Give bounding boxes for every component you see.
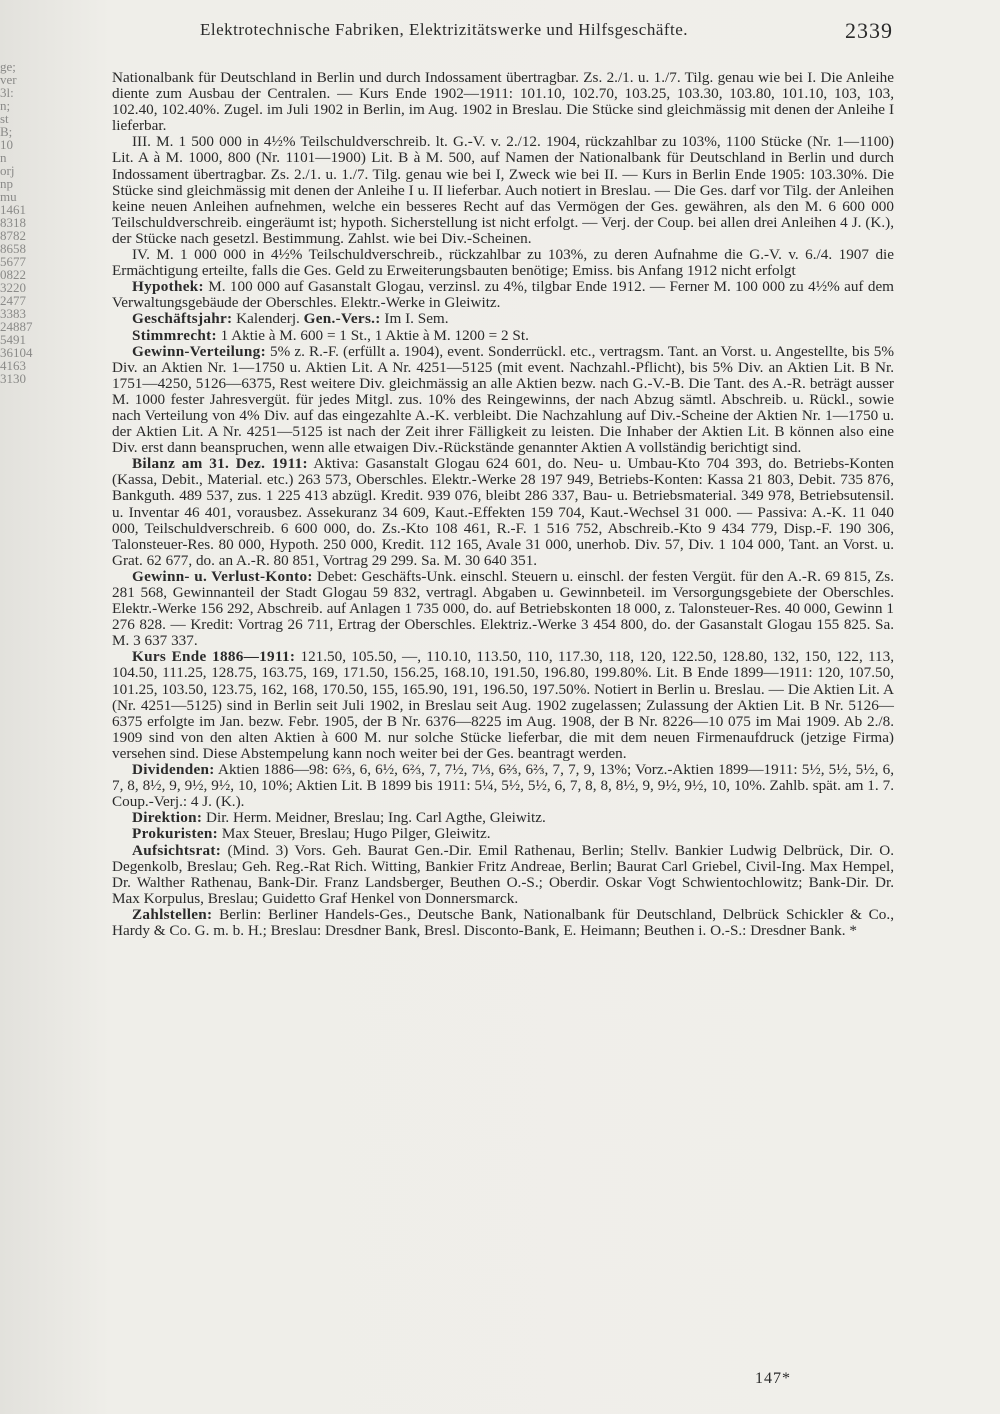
margin-fragment: 3130 (0, 371, 26, 386)
paragraph-text: 1 Aktie à M. 600 = 1 St., 1 Aktie à M. 1200 = 2 St. (216, 326, 529, 344)
margin-fragment: B; (0, 124, 13, 139)
paragraph-text: Aktien 1886—98: 6⅔, 6, 6½, 6⅔, 7, 7½, 7⅓, 6⅔, 6⅔, 7, 7, 9, 13%; Vorz.-Aktien 1899—1911: 5½, 5½, 5½, 6, 7, 8, 8½, 9, 9½, 9½, 10, 10%; Aktien Lit. B 1899 bis 1911: 5¼, 5½, 5½, 6, 7, 8, 8, 8½, 9, 9½, 9½, 10, 10%. Zahlb. spät. am 1. 7. Coup.-Verj.: 4 J. (K.). (112, 761, 894, 811)
header-title: Elektrotechnische Fabriken, Elektrizitätswerke und Hilfsgeschäfte. (200, 20, 689, 39)
page-number: 2339 (845, 18, 893, 43)
paragraph-text: 121.50, 105.50, —, 110.10, 113.50, 110, 117.30, 118, 120, 122.50, 128.80, 132, 150, 122, 113, 104.50, 111.25, 128.75, 163.75, 169, 171.50, 156.25, 168.10, 191.50, 196.80, 199.80%. Lit. B Ende 1899—1911: 120, 107.50, 101.25, 103.50, 123.75, 162, 168, 170.50, 155, 165.90, 191, 196.50, 197.50%. Notiert in Berlin u. Breslau. — Die Aktien Lit. A (Nr. 4251—5125) sind in Berlin seit Juli 1902, in Breslau seit Aug. 1902 zugelassen; Zulassung der Aktien Lit. B Nr. 5126—6375 erfolgte im Jan. bezw. Febr. 1905, der B Nr. 6376—8225 im Aug. 1908, der B Nr. 8226—10 075 im Mai 1909. Ab 2./8. 1909 sind von den alten Aktien à 600 M. nur solche Stücke lieferbar, die mit dem neuen Firmenaufdruck (jetzige Firma) versehen sind. Diese Abstempelung kann noch weiter bei der Ges. beantragt werden. (112, 648, 894, 762)
paragraph (112, 456, 894, 569)
paragraph-text: Kalenderj. (232, 310, 304, 328)
adjacent-page-margin (0, 60, 62, 1380)
paragraph-label: Gewinn-Verteilung: (132, 342, 266, 360)
paragraph (112, 134, 894, 247)
paragraph (112, 826, 894, 842)
margin-fragment: 10 (0, 137, 13, 152)
paragraph (112, 569, 894, 649)
paragraph-text: Max Steuer, Breslau; Hugo Pilger, Gleiwitz. (218, 825, 491, 843)
margin-fragment: 24887 (0, 319, 33, 334)
paragraph-text: III. M. 1 500 000 in 4½% Teilschuldverschreib. lt. G.-V. v. 2./12. 1904, rückzahlbar zu 103%, 1100 Stücke (Nr. 1—1100) Lit. A à M. 1000, 800 (Nr. 1101—1900) Lit. B à M. 500, auf Namen der Nationalbank für Deutschland in Berlin und durch Indossament übertragbar. Zs. 2./1. u. 1./7. Tilg. genau wie bei I, Zweck wie bei II. — Kurs in Berlin Ende 1905: 103.30%. Die Stücke sind gleichmässig mit denen der Anleihe I u. II lieferbar. Auch notiert in Breslau. — Die Ges. darf vor Tilg. der Anleihen keine neuen Anleihen aufnehmen, welche ein besseres Recht auf das Vermögen der Ges. gewähren, als den M. 6 600 000 Teilschuldverschreib. eingeräumt ist; hypoth. Sicherstellung ist nicht erfolgt. — Verj. der Coup. bei allen drei Anleihen 4 J. (K.), der Stücke nach gesetzl. Bestimmung. Zahlst. wie bei Div.-Scheinen. (112, 133, 894, 247)
paragraph (112, 762, 894, 810)
margin-fragment: mu (0, 189, 17, 204)
paragraph-label: Direktion: (132, 809, 203, 827)
paragraph-label: Hypothek: (132, 278, 204, 296)
paragraph-label: Bilanz am 31. Dez. 1911: (132, 455, 308, 473)
paragraph-label: Aufsichtsrat: (132, 841, 222, 859)
paragraph-text: Aktiva: Gasanstalt Glogau 624 601, do. Neu- u. Umbau-Kto 704 393, do. Betriebs-Konten (Kassa, Debit., Material. etc.) 263 573, Oberschles. Elektr.-Werke 28 197 949, Betriebs-Konten: Kassa 21 803, Debit. 735 876, Bankguth. 489 537, zus. 1 225 413 abzügl. Kredit. 939 076, bleibt 286 337, Bau- u. Betriebsmaterial. 349 978, Betriebsutensil. u. Inventar 46 401, vorausbez. Assekuranz 34 609, Kaut.-Effekten 159 704, Kaut.-Wechsel 31 000. — Passiva: A.-K. 11 040 000, Teilschuldverschreib. 6 600 000, do. Zs.-Kto 108 461, R.-F. 1 516 752, Abschreib.-Kto 9 434 779, Disp.-F. 190 306, Talonsteuer-Res. 80 000, Hypoth. 250 000, Kredit. 112 165, Avale 31 000, unerhob. Div. 57, Div. 1 104 000, Tant. an Vorst. u. Grat. 62 677, do. an A.-R. 80 851, Vortrag 29 299. Sa. M. 30 640 351. (112, 455, 894, 569)
paragraph-text: 5% z. R.-F. (erfüllt a. 1904), event. Sonderrückl. etc., vertragsm. Tant. an Vorst. u. Angestellte, bis 5% Div. an Aktien Nr. 1—1750 u. Aktien Lit. A Nr. 4251—5125 (mit event. Nachzahl.-Pflicht), bis 5% Div. an Aktien Lit. B Nr. 1751—4250, 5126—6375, Rest weitere Div. gleichmässig an alle Aktien bezw. nach G.-V.-B. Die Tant. des A.-R. beträgt ausser M. 1000 fester Jahresvergüt. für jedes Mitgl. zus. 10% des Reingewinns, der nach Abzug sämtl. Abschreib. u. Rückl., sowie nach Verteilung von 4% Div. auf das eingezahlte A.-K. verbleibt. Die Nachzahlung auf Div.-Scheine der Aktien Nr. 1—1750 u. der Aktien Lit. A Nr. 4251—5125 ist nach der Zeit ihrer Fälligkeit zu leisten. Die Inhaber der Aktien Lit. B können also eine Div. erst dann beanspruchen, wenn alle etwaigen Div.-Rückstände genannter Aktien A vollständig berichtigt sind. (112, 342, 894, 457)
margin-fragment: ver (0, 72, 17, 87)
margin-fragment: orj (0, 163, 15, 178)
paragraph-label: Zahlstellen: (132, 905, 213, 923)
paragraph-text: (Mind. 3) Vors. Geh. Baurat Gen.-Dir. Emil Rathenau, Berlin; Stellv. Bankier Ludwig Delbrück, Dir. O. Degenkolb, Breslau; Geh. Reg.-Rat Rich. Witting, Bankier Fritz Andreae, Berlin; Baurat Carl Griebel, Civil-Ing. Max Hempel, Dr. Walther Rathenau, Bank-Dir. Franz Landsberger, Beuthen O.-S.; Oberdir. Oskar Vogt Schwientochlowitz; Bank-Dir. Dr. Max Korpulus, Breslau; Guidetto Graf Henkel von Donnersmarck. (112, 841, 894, 907)
paragraph-text: Dir. Herm. Meidner, Breslau; Ing. Carl Agthe, Gleiwitz. (202, 809, 546, 827)
paragraph-label: Geschäftsjahr: (132, 310, 233, 328)
margin-fragment: 5491 (0, 332, 26, 347)
margin-fragment: 8318 (0, 215, 26, 230)
paragraph-label: Prokuristen: (132, 825, 219, 843)
paragraph-text: Nationalbank für Deutschland in Berlin und durch Indossament übertragbar. Zs. 2./1. u. 1./7. Tilg. genau wie bei I. Die Anleihe diente zum Ausbau der Centralen. — Kurs Ende 1902—1911: 101.10, 102.70, 103.25, 103.30, 103.80, 101.10, 103, 103, 102.40, 102.40%. Zugel. im Juli 1902 in Berlin, im Aug. 1902 in Breslau. Die Stücke sind gleichmässig mit denen der Anleihe I lieferbar. (112, 69, 894, 135)
paragraph-text: IV. M. 1 000 000 in 4½% Teilschuldverschreib., rückzahlbar zu 103%, zu deren Aufnahme die G.-V. v. 6./4. 1907 die Ermächtigung erteilte, falls die Ges. Geld zu Erweiterungsbauten benötige; Emiss. bis Anfang 1912 nicht erfolgt (112, 246, 894, 280)
paragraph-text: M. 100 000 auf Gasanstalt Glogau, verzinsl. zu 4%, tilgbar Ende 1912. — Ferner M. 100 000 zu 4½% auf dem Verwaltungsgebäude der Oberschles. Elektr.-Werke in Gleiwitz. (112, 278, 894, 312)
paragraph-label: Gen.-Vers.: (303, 310, 381, 328)
paragraph (112, 810, 894, 826)
document-body (112, 70, 894, 939)
paragraph (112, 247, 894, 279)
margin-fragment: 3383 (0, 306, 26, 321)
margin-fragment: 4163 (0, 358, 26, 373)
margin-fragment: n; (0, 98, 11, 113)
margin-fragment: 5677 (0, 254, 26, 269)
paragraph (112, 279, 894, 311)
paragraph (112, 344, 894, 457)
margin-fragment: 36104 (0, 345, 33, 360)
margin-fragment: 3220 (0, 280, 26, 295)
paragraph-label: Kurs Ende 1886—1911: (132, 648, 296, 666)
paragraph (112, 843, 894, 907)
paragraph (112, 649, 894, 762)
paragraph-label: Gewinn- u. Verlust-Konto: (132, 567, 313, 585)
paragraph-text: Debet: Geschäfts-Unk. einschl. Steuern u. einschl. der festen Vergüt. für den A.-R. 69 815, Zs. 281 568, Gewinnanteil der Stadt Glogau 59 832, vertragl. Abgaben u. Gewinnbeteil. im Versorgungsgebiete der Oberschles. Elektr.-Werke 156 292, Abschreib. auf Anlagen 1 735 000, do. auf Betriebskonten 18 000, z. Talonsteuer-Res. 40 000, Gewinn 1 276 828. — Kredit: Vortrag 26 711, Ertrag der Oberschles. Elektriz.-Werke 3 454 800, do. der Gasanstalt Glogau 155 825. Sa. M. 3 637 337. (112, 567, 894, 650)
paragraph (112, 70, 894, 134)
paragraph-label: Dividenden: (132, 761, 215, 779)
margin-fragment: 1461 (0, 202, 26, 217)
margin-fragment: 8782 (0, 228, 26, 243)
running-header (200, 20, 900, 40)
margin-fragment: 8658 (0, 241, 26, 256)
margin-fragment: np (0, 176, 13, 191)
paragraph-label: Stimmrecht: (132, 326, 217, 344)
margin-fragment: n (0, 150, 7, 165)
sheet-signature: 147* (755, 1370, 791, 1387)
margin-fragment: 0822 (0, 267, 26, 282)
margin-fragment: ge; (0, 60, 16, 74)
paragraph (112, 311, 894, 327)
paragraph-text: Im I. Sem. (380, 310, 449, 328)
paragraph (112, 907, 894, 939)
paragraph (112, 328, 894, 344)
paragraph-text: Berlin: Berliner Handels-Ges., Deutsche Bank, Nationalbank für Deutschland, Delbrück Schickler & Co., Hardy & Co. G. m. b. H.; Breslau: Dresdner Bank, Bresl. Disconto-Bank, E. Heimann; Beuthen i. O.-S.: Dresdner Bank. * (112, 905, 894, 939)
margin-fragment: st (0, 111, 9, 126)
margin-fragment: 3l: (0, 85, 14, 100)
margin-fragment: 2477 (0, 293, 26, 308)
